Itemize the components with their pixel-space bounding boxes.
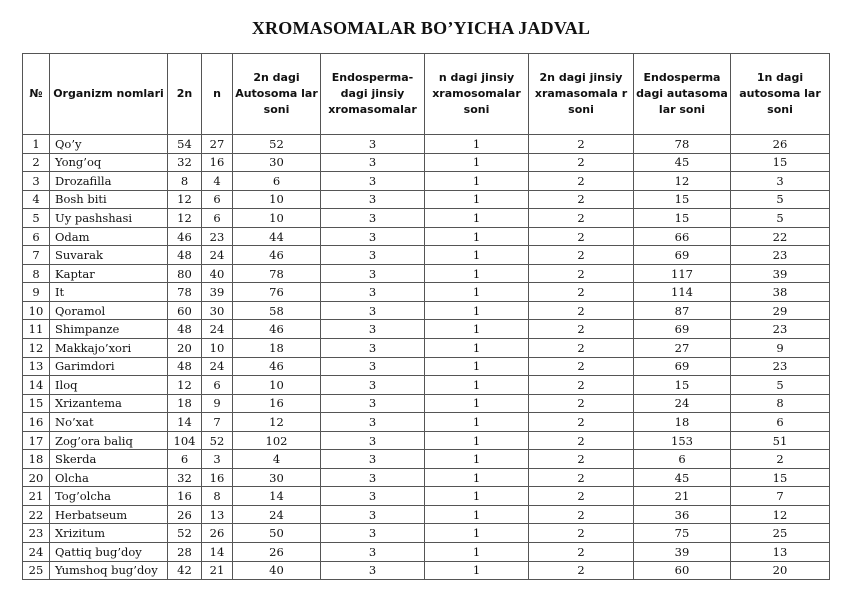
- cell-num: 17: [23, 431, 50, 450]
- cell-endosperm-auto: 117: [634, 264, 731, 283]
- table-row: [23, 543, 830, 562]
- cell-n: 24: [202, 246, 233, 265]
- cell-endosperm-sex: 3: [321, 320, 425, 339]
- cell-endosperm-auto: 12: [634, 172, 731, 191]
- cell-endosperm-auto: 21: [634, 487, 731, 506]
- table-row: [23, 376, 830, 395]
- cell-autosome-1n: 15: [731, 153, 830, 172]
- cell-autosome-2n: 10: [233, 209, 321, 228]
- cell-n: 40: [202, 264, 233, 283]
- cell-sex-2n: 2: [529, 246, 634, 265]
- cell-endosperm-auto: 45: [634, 153, 731, 172]
- cell-n: 24: [202, 357, 233, 376]
- cell-endosperm-auto: 69: [634, 357, 731, 376]
- cell-endosperm-sex: 3: [321, 505, 425, 524]
- cell-endosperm-auto: 15: [634, 190, 731, 209]
- cell-2n: 12: [168, 190, 202, 209]
- cell-2n: 16: [168, 487, 202, 506]
- cell-endosperm-sex: 3: [321, 339, 425, 358]
- cell-endosperm-auto: 15: [634, 209, 731, 228]
- table-row: [23, 487, 830, 506]
- cell-autosome-2n: 58: [233, 301, 321, 320]
- cell-sex-n: 1: [425, 487, 529, 506]
- cell-n: 6: [202, 190, 233, 209]
- cell-endosperm-auto: 78: [634, 135, 731, 154]
- table-row: [23, 431, 830, 450]
- cell-endosperm-sex: 3: [321, 561, 425, 580]
- cell-autosome-1n: 38: [731, 283, 830, 302]
- cell-sex-n: 1: [425, 264, 529, 283]
- cell-n: 6: [202, 209, 233, 228]
- cell-sex-2n: 2: [529, 135, 634, 154]
- cell-sex-n: 1: [425, 246, 529, 265]
- cell-autosome-2n: 12: [233, 413, 321, 432]
- cell-2n: 12: [168, 376, 202, 395]
- cell-sex-2n: 2: [529, 468, 634, 487]
- table-row: [23, 283, 830, 302]
- cell-autosome-1n: 2: [731, 450, 830, 469]
- cell-endosperm-auto: 27: [634, 339, 731, 358]
- cell-2n: 48: [168, 246, 202, 265]
- cell-endosperm-sex: 3: [321, 450, 425, 469]
- cell-num: 9: [23, 283, 50, 302]
- cell-organism: Tog’olcha: [50, 487, 168, 506]
- chromosome-table: [22, 53, 830, 580]
- cell-n: 24: [202, 320, 233, 339]
- cell-sex-n: 1: [425, 209, 529, 228]
- cell-autosome-1n: 5: [731, 190, 830, 209]
- cell-sex-n: 1: [425, 450, 529, 469]
- cell-endosperm-sex: 3: [321, 246, 425, 265]
- cell-num: 20: [23, 468, 50, 487]
- cell-autosome-2n: 30: [233, 153, 321, 172]
- cell-autosome-2n: 10: [233, 190, 321, 209]
- table-row: [23, 561, 830, 580]
- header-autosome-2n: 2n dagi Autosoma lar soni: [233, 54, 321, 135]
- cell-autosome-2n: 78: [233, 264, 321, 283]
- cell-n: 16: [202, 153, 233, 172]
- cell-sex-2n: 2: [529, 339, 634, 358]
- cell-n: 27: [202, 135, 233, 154]
- cell-organism: Shimpanze: [50, 320, 168, 339]
- table-row: [23, 413, 830, 432]
- cell-endosperm-sex: 3: [321, 413, 425, 432]
- cell-autosome-1n: 23: [731, 357, 830, 376]
- cell-endosperm-sex: 3: [321, 524, 425, 543]
- cell-endosperm-sex: 3: [321, 135, 425, 154]
- table-row: [23, 264, 830, 283]
- cell-sex-2n: 2: [529, 283, 634, 302]
- cell-autosome-1n: 22: [731, 227, 830, 246]
- cell-sex-2n: 2: [529, 505, 634, 524]
- cell-autosome-2n: 18: [233, 339, 321, 358]
- cell-endosperm-auto: 69: [634, 320, 731, 339]
- cell-num: 13: [23, 357, 50, 376]
- cell-endosperm-auto: 114: [634, 283, 731, 302]
- cell-endosperm-auto: 75: [634, 524, 731, 543]
- cell-sex-2n: 2: [529, 357, 634, 376]
- cell-endosperm-sex: 3: [321, 283, 425, 302]
- header-n: n: [202, 54, 233, 135]
- cell-sex-2n: 2: [529, 190, 634, 209]
- cell-organism: Herbatseum: [50, 505, 168, 524]
- cell-2n: 80: [168, 264, 202, 283]
- cell-num: 16: [23, 413, 50, 432]
- cell-autosome-2n: 40: [233, 561, 321, 580]
- cell-sex-2n: 2: [529, 153, 634, 172]
- cell-autosome-2n: 4: [233, 450, 321, 469]
- cell-sex-2n: 2: [529, 227, 634, 246]
- table-row: [23, 524, 830, 543]
- cell-autosome-2n: 44: [233, 227, 321, 246]
- cell-n: 52: [202, 431, 233, 450]
- cell-autosome-1n: 5: [731, 209, 830, 228]
- cell-sex-2n: 2: [529, 209, 634, 228]
- cell-sex-n: 1: [425, 524, 529, 543]
- cell-autosome-1n: 5: [731, 376, 830, 395]
- cell-2n: 20: [168, 339, 202, 358]
- cell-endosperm-sex: 3: [321, 376, 425, 395]
- cell-endosperm-sex: 3: [321, 357, 425, 376]
- table-row: [23, 301, 830, 320]
- cell-organism: Qo’y: [50, 135, 168, 154]
- cell-endosperm-sex: 3: [321, 431, 425, 450]
- cell-endosperm-auto: 39: [634, 543, 731, 562]
- cell-num: 8: [23, 264, 50, 283]
- cell-autosome-2n: 46: [233, 320, 321, 339]
- cell-organism: Kaptar: [50, 264, 168, 283]
- cell-num: 21: [23, 487, 50, 506]
- cell-sex-n: 1: [425, 505, 529, 524]
- cell-2n: 54: [168, 135, 202, 154]
- cell-n: 3: [202, 450, 233, 469]
- cell-sex-n: 1: [425, 357, 529, 376]
- cell-organism: Qoramol: [50, 301, 168, 320]
- cell-autosome-1n: 7: [731, 487, 830, 506]
- header-row: [23, 54, 830, 135]
- cell-sex-2n: 2: [529, 450, 634, 469]
- header-endosperm-sex: Endosperma-dagi jinsiy xromasomalar: [321, 54, 425, 135]
- cell-autosome-2n: 46: [233, 357, 321, 376]
- cell-autosome-1n: 39: [731, 264, 830, 283]
- cell-num: 7: [23, 246, 50, 265]
- table-row: [23, 209, 830, 228]
- cell-organism: It: [50, 283, 168, 302]
- cell-num: 6: [23, 227, 50, 246]
- cell-autosome-1n: 23: [731, 246, 830, 265]
- cell-autosome-2n: 52: [233, 135, 321, 154]
- cell-endosperm-sex: 3: [321, 209, 425, 228]
- cell-2n: 8: [168, 172, 202, 191]
- cell-sex-2n: 2: [529, 413, 634, 432]
- cell-autosome-1n: 26: [731, 135, 830, 154]
- cell-sex-n: 1: [425, 320, 529, 339]
- cell-n: 23: [202, 227, 233, 246]
- cell-organism: Bosh biti: [50, 190, 168, 209]
- cell-2n: 26: [168, 505, 202, 524]
- header-autosome-1n: 1n dagi autosoma lar soni: [731, 54, 830, 135]
- cell-sex-n: 1: [425, 543, 529, 562]
- cell-autosome-1n: 8: [731, 394, 830, 413]
- cell-n: 30: [202, 301, 233, 320]
- cell-n: 39: [202, 283, 233, 302]
- table-row: [23, 468, 830, 487]
- header-endosperm-auto: Endosperma dagi autasoma lar soni: [634, 54, 731, 135]
- table-row: [23, 172, 830, 191]
- cell-sex-n: 1: [425, 190, 529, 209]
- cell-autosome-1n: 23: [731, 320, 830, 339]
- cell-sex-n: 1: [425, 227, 529, 246]
- cell-2n: 12: [168, 209, 202, 228]
- cell-sex-2n: 2: [529, 320, 634, 339]
- cell-num: 11: [23, 320, 50, 339]
- cell-2n: 28: [168, 543, 202, 562]
- cell-num: 5: [23, 209, 50, 228]
- cell-num: 3: [23, 172, 50, 191]
- cell-endosperm-auto: 45: [634, 468, 731, 487]
- cell-n: 4: [202, 172, 233, 191]
- cell-sex-n: 1: [425, 135, 529, 154]
- cell-2n: 42: [168, 561, 202, 580]
- cell-n: 21: [202, 561, 233, 580]
- cell-n: 10: [202, 339, 233, 358]
- cell-endosperm-auto: 15: [634, 376, 731, 395]
- header-sex-2n: 2n dagi jinsiy xramasomala r soni: [529, 54, 634, 135]
- cell-autosome-2n: 102: [233, 431, 321, 450]
- cell-endosperm-auto: 60: [634, 561, 731, 580]
- cell-autosome-1n: 3: [731, 172, 830, 191]
- cell-2n: 48: [168, 357, 202, 376]
- cell-autosome-2n: 16: [233, 394, 321, 413]
- cell-sex-n: 1: [425, 413, 529, 432]
- cell-organism: Iloq: [50, 376, 168, 395]
- cell-organism: Drozafilla: [50, 172, 168, 191]
- table-row: [23, 505, 830, 524]
- cell-organism: Uy pashshasi: [50, 209, 168, 228]
- cell-autosome-2n: 26: [233, 543, 321, 562]
- cell-endosperm-sex: 3: [321, 487, 425, 506]
- cell-endosperm-auto: 87: [634, 301, 731, 320]
- cell-autosome-1n: 6: [731, 413, 830, 432]
- cell-endosperm-auto: 6: [634, 450, 731, 469]
- cell-endosperm-sex: 3: [321, 394, 425, 413]
- cell-endosperm-sex: 3: [321, 190, 425, 209]
- header-sex-n: n dagi jinsiy xramosomalar soni: [425, 54, 529, 135]
- cell-autosome-1n: 12: [731, 505, 830, 524]
- cell-2n: 60: [168, 301, 202, 320]
- cell-2n: 32: [168, 153, 202, 172]
- cell-2n: 18: [168, 394, 202, 413]
- cell-autosome-2n: 50: [233, 524, 321, 543]
- cell-sex-2n: 2: [529, 431, 634, 450]
- table-row: [23, 339, 830, 358]
- cell-autosome-1n: 15: [731, 468, 830, 487]
- header-organism: Organizm nomlari: [50, 54, 168, 135]
- cell-sex-2n: 2: [529, 301, 634, 320]
- cell-sex-n: 1: [425, 468, 529, 487]
- cell-endosperm-auto: 153: [634, 431, 731, 450]
- cell-n: 8: [202, 487, 233, 506]
- cell-autosome-1n: 51: [731, 431, 830, 450]
- cell-sex-2n: 2: [529, 172, 634, 191]
- cell-autosome-2n: 10: [233, 376, 321, 395]
- cell-autosome-2n: 6: [233, 172, 321, 191]
- cell-endosperm-sex: 3: [321, 543, 425, 562]
- cell-num: 25: [23, 561, 50, 580]
- cell-sex-2n: 2: [529, 561, 634, 580]
- cell-2n: 14: [168, 413, 202, 432]
- cell-n: 14: [202, 543, 233, 562]
- cell-endosperm-sex: 3: [321, 172, 425, 191]
- cell-organism: Odam: [50, 227, 168, 246]
- cell-organism: Skerda: [50, 450, 168, 469]
- cell-autosome-2n: 14: [233, 487, 321, 506]
- cell-2n: 48: [168, 320, 202, 339]
- table-row: [23, 450, 830, 469]
- cell-organism: Zog’ora baliq: [50, 431, 168, 450]
- cell-endosperm-sex: 3: [321, 468, 425, 487]
- cell-2n: 46: [168, 227, 202, 246]
- cell-n: 26: [202, 524, 233, 543]
- cell-autosome-2n: 76: [233, 283, 321, 302]
- cell-sex-n: 1: [425, 561, 529, 580]
- cell-organism: Qattiq bug’doy: [50, 543, 168, 562]
- cell-sex-n: 1: [425, 394, 529, 413]
- cell-num: 4: [23, 190, 50, 209]
- cell-sex-n: 1: [425, 153, 529, 172]
- cell-2n: 78: [168, 283, 202, 302]
- cell-2n: 104: [168, 431, 202, 450]
- cell-sex-n: 1: [425, 172, 529, 191]
- cell-autosome-2n: 30: [233, 468, 321, 487]
- cell-autosome-1n: 20: [731, 561, 830, 580]
- cell-sex-2n: 2: [529, 376, 634, 395]
- cell-n: 6: [202, 376, 233, 395]
- cell-autosome-1n: 13: [731, 543, 830, 562]
- page-title: XROMASOMALAR BO’YICHA JADVAL: [251, 18, 591, 38]
- cell-2n: 52: [168, 524, 202, 543]
- cell-autosome-1n: 29: [731, 301, 830, 320]
- cell-organism: Olcha: [50, 468, 168, 487]
- table-row: [23, 153, 830, 172]
- cell-num: 14: [23, 376, 50, 395]
- cell-endosperm-sex: 3: [321, 227, 425, 246]
- cell-organism: Xrizantema: [50, 394, 168, 413]
- table-row: [23, 320, 830, 339]
- cell-n: 9: [202, 394, 233, 413]
- cell-endosperm-sex: 3: [321, 264, 425, 283]
- table-row: [23, 246, 830, 265]
- cell-sex-2n: 2: [529, 524, 634, 543]
- cell-num: 2: [23, 153, 50, 172]
- cell-num: 23: [23, 524, 50, 543]
- cell-organism: Xrizitum: [50, 524, 168, 543]
- header-2n: 2n: [168, 54, 202, 135]
- cell-sex-n: 1: [425, 301, 529, 320]
- cell-sex-n: 1: [425, 283, 529, 302]
- cell-autosome-1n: 9: [731, 339, 830, 358]
- cell-endosperm-auto: 69: [634, 246, 731, 265]
- cell-autosome-2n: 24: [233, 505, 321, 524]
- cell-endosperm-auto: 36: [634, 505, 731, 524]
- header-num: №: [23, 54, 50, 135]
- cell-sex-n: 1: [425, 339, 529, 358]
- cell-endosperm-sex: 3: [321, 301, 425, 320]
- table-body: [23, 135, 830, 580]
- cell-autosome-1n: 25: [731, 524, 830, 543]
- cell-endosperm-auto: 18: [634, 413, 731, 432]
- cell-sex-2n: 2: [529, 487, 634, 506]
- cell-organism: No’xat: [50, 413, 168, 432]
- cell-endosperm-sex: 3: [321, 153, 425, 172]
- cell-organism: Yumshoq bug’doy: [50, 561, 168, 580]
- cell-endosperm-auto: 66: [634, 227, 731, 246]
- cell-num: 12: [23, 339, 50, 358]
- cell-n: 16: [202, 468, 233, 487]
- table-row: [23, 190, 830, 209]
- cell-num: 15: [23, 394, 50, 413]
- cell-2n: 32: [168, 468, 202, 487]
- cell-sex-n: 1: [425, 376, 529, 395]
- cell-n: 13: [202, 505, 233, 524]
- table-row: [23, 227, 830, 246]
- cell-2n: 6: [168, 450, 202, 469]
- cell-sex-n: 1: [425, 431, 529, 450]
- cell-sex-2n: 2: [529, 264, 634, 283]
- cell-autosome-2n: 46: [233, 246, 321, 265]
- table-row: [23, 394, 830, 413]
- cell-num: 1: [23, 135, 50, 154]
- cell-num: 24: [23, 543, 50, 562]
- cell-organism: Makkajo’xori: [50, 339, 168, 358]
- cell-num: 22: [23, 505, 50, 524]
- cell-organism: Yong’oq: [50, 153, 168, 172]
- cell-num: 10: [23, 301, 50, 320]
- cell-organism: Suvarak: [50, 246, 168, 265]
- cell-num: 18: [23, 450, 50, 469]
- cell-sex-2n: 2: [529, 394, 634, 413]
- cell-organism: Garimdori: [50, 357, 168, 376]
- cell-n: 7: [202, 413, 233, 432]
- table-row: [23, 135, 830, 154]
- cell-sex-2n: 2: [529, 543, 634, 562]
- cell-endosperm-auto: 24: [634, 394, 731, 413]
- table-row: [23, 357, 830, 376]
